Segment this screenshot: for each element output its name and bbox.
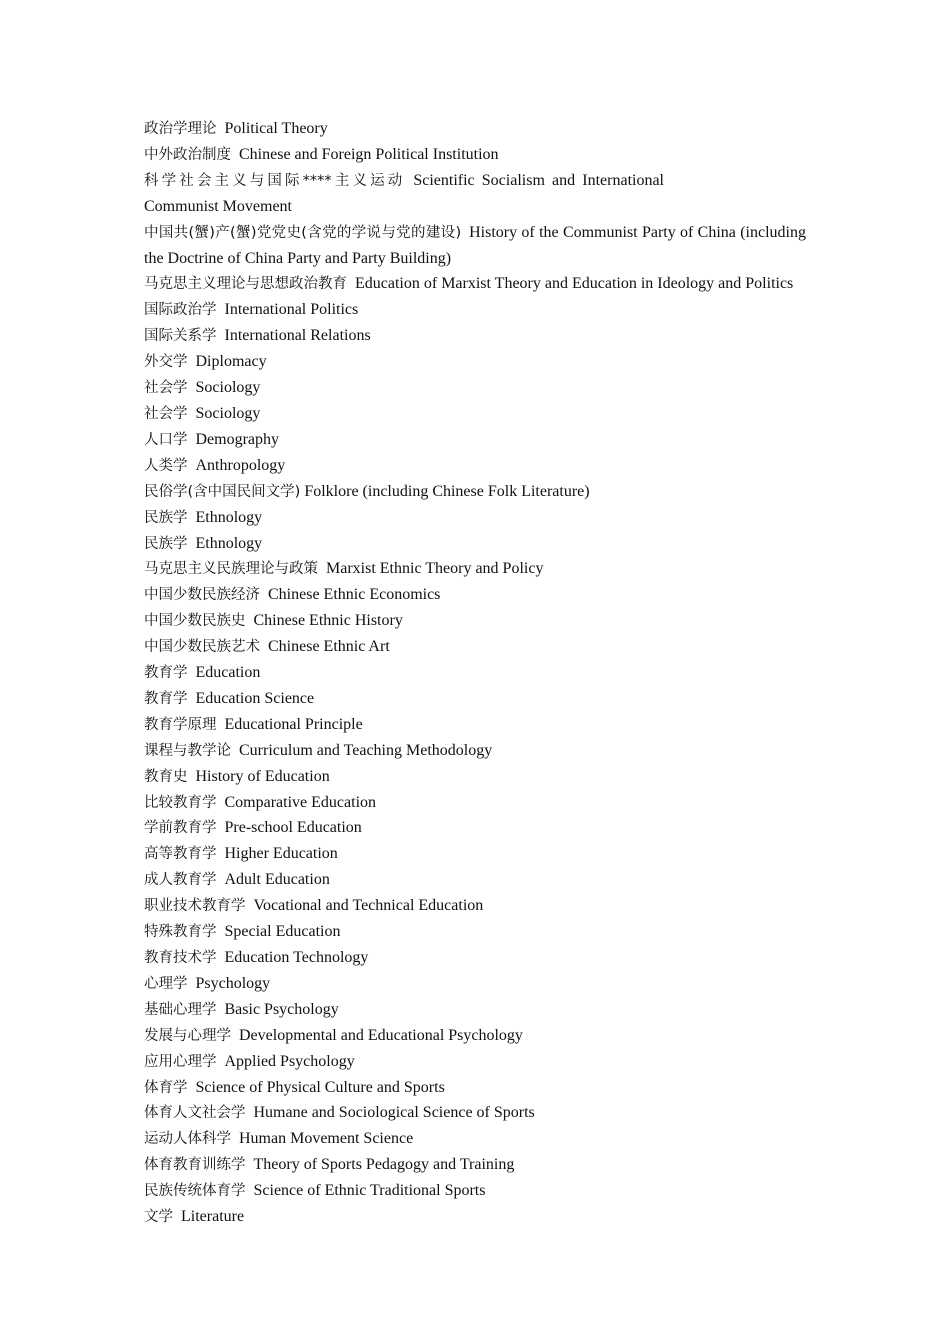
entry-en: Special Education bbox=[224, 923, 341, 941]
entry-en: Human Movement Science bbox=[239, 1130, 414, 1148]
entry-en: Education Technology bbox=[224, 949, 369, 966]
entry-education-technology bbox=[144, 945, 806, 971]
entry-zh: 体育人文社会学 bbox=[144, 1105, 246, 1122]
entry-zh: 高等教育学 bbox=[144, 846, 217, 863]
entry-scientific-socialism bbox=[144, 168, 664, 220]
entry-diplomacy bbox=[144, 349, 806, 375]
entry-zh: 体育学 bbox=[144, 1079, 188, 1096]
entry-zh: 人类学 bbox=[144, 457, 188, 474]
entry-anthropology bbox=[144, 453, 806, 479]
entry-ethnology-2 bbox=[144, 531, 806, 557]
entry-zh: 特殊教育学 bbox=[144, 924, 217, 941]
entry-zh: 学前教育学 bbox=[144, 820, 217, 837]
entry-curriculum bbox=[144, 738, 806, 764]
entry-political-theory bbox=[144, 116, 806, 142]
entry-human-movement bbox=[144, 1126, 806, 1152]
entry-en: Anthropology bbox=[195, 456, 286, 474]
entry-zh: 发展与心理学 bbox=[144, 1027, 231, 1044]
entry-zh: 中国少数民族史 bbox=[144, 613, 246, 630]
entry-ethnic-history bbox=[144, 608, 806, 634]
entry-zh: 中外政治制度 bbox=[144, 146, 231, 163]
entry-developmental-psychology bbox=[144, 1023, 806, 1049]
entry-zh: 基础心理学 bbox=[144, 1001, 217, 1018]
entry-psychology bbox=[144, 971, 806, 997]
entry-en: Pre-school Education bbox=[224, 819, 362, 837]
entry-en: Political Theory bbox=[224, 120, 328, 137]
entry-zh: 教育技术学 bbox=[144, 950, 217, 966]
entry-en: Chinese and Foreign Political Institution bbox=[239, 145, 499, 163]
entry-en: Education of Marxist Theory and Education in Ideology and Politics bbox=[355, 275, 794, 293]
entry-en: Basic Psychology bbox=[224, 1000, 339, 1018]
entry-zh: 应用心理学 bbox=[144, 1053, 217, 1070]
entry-basic-psychology bbox=[144, 997, 806, 1023]
entry-literature bbox=[144, 1204, 806, 1230]
entry-sports-science bbox=[144, 1075, 806, 1101]
entry-zh: 国际政治学 bbox=[144, 302, 217, 319]
entry-en: Scientific Socialism and International Communist Movement bbox=[144, 171, 665, 215]
entry-zh: 课程与教学论 bbox=[144, 742, 231, 759]
entry-en: Applied Psychology bbox=[224, 1052, 355, 1070]
entry-en: Humane and Sociological Science of Sports bbox=[253, 1104, 535, 1122]
entry-party-history bbox=[144, 220, 806, 272]
entry-en: Higher Education bbox=[224, 845, 338, 863]
entry-history-of-education bbox=[144, 764, 806, 790]
entry-zh: 民族传统体育学 bbox=[144, 1183, 246, 1200]
entry-en: Sociology bbox=[195, 404, 261, 422]
entry-en: Comparative Education bbox=[224, 793, 377, 811]
entry-humane-sports bbox=[144, 1100, 806, 1126]
entry-zh: 人口学 bbox=[144, 431, 188, 448]
entry-ethnic-art bbox=[144, 634, 806, 660]
entry-preschool-education bbox=[144, 815, 806, 841]
entry-zh: 社会学 bbox=[144, 380, 188, 397]
entry-zh: 外交学 bbox=[144, 354, 188, 371]
entry-zh: 教育史 bbox=[144, 768, 188, 785]
entry-sports-pedagogy bbox=[144, 1152, 806, 1178]
entry-en: Demography bbox=[195, 430, 280, 448]
entry-en: Folklore (including Chinese Folk Literature) bbox=[304, 482, 590, 500]
entry-zh: 成人教育学 bbox=[144, 872, 217, 889]
entry-adult-education bbox=[144, 867, 806, 893]
entry-education bbox=[144, 660, 806, 686]
entry-educational-principle bbox=[144, 712, 806, 738]
entry-zh: 马克思主义民族理论与政策 bbox=[144, 561, 318, 578]
entry-en: Chinese Ethnic Economics bbox=[268, 586, 441, 604]
entry-education-science bbox=[144, 686, 806, 712]
entry-en: Science of Ethnic Traditional Sports bbox=[253, 1182, 486, 1200]
entry-zh: 文学 bbox=[144, 1209, 173, 1226]
entry-zh: 体育教育训练学 bbox=[144, 1157, 246, 1174]
entry-en: History of Education bbox=[195, 767, 330, 785]
entry-zh: 马克思主义理论与思想政治教育 bbox=[144, 276, 347, 293]
entry-ethnic-sports bbox=[144, 1178, 806, 1204]
entry-en: Literature bbox=[181, 1208, 245, 1226]
entry-international-relations bbox=[144, 323, 806, 349]
entry-folklore bbox=[144, 479, 806, 505]
entry-en: Vocational and Technical Education bbox=[253, 897, 484, 915]
entry-zh: 国际关系学 bbox=[144, 328, 217, 345]
entry-ethnology-1 bbox=[144, 505, 806, 531]
entry-en: Science of Physical Culture and Sports bbox=[195, 1078, 445, 1096]
entry-en: Ethnology bbox=[195, 508, 263, 526]
entry-sociology-2 bbox=[144, 401, 806, 427]
entry-en: Diplomacy bbox=[195, 353, 267, 371]
entry-en: International Relations bbox=[224, 327, 371, 345]
entry-zh: 政治学理论 bbox=[144, 121, 217, 137]
entry-en: Chinese Ethnic Art bbox=[268, 638, 390, 656]
entry-en: Education bbox=[195, 664, 261, 682]
entry-en: Developmental and Educational Psychology bbox=[239, 1026, 523, 1044]
entry-zh: 民族学 bbox=[144, 509, 188, 526]
entry-zh: 中国少数民族艺术 bbox=[144, 639, 260, 656]
entry-en: Curriculum and Teaching Methodology bbox=[239, 741, 493, 759]
entry-en: Theory of Sports Pedagogy and Training bbox=[253, 1156, 515, 1174]
entry-zh: 中国少数民族经济 bbox=[144, 587, 260, 604]
entry-en: Adult Education bbox=[224, 871, 330, 889]
entry-zh: 运动人体科学 bbox=[144, 1131, 231, 1148]
entry-en: Chinese Ethnic History bbox=[253, 612, 403, 630]
entry-zh: 心理学 bbox=[144, 975, 188, 992]
entry-zh: 教育学原理 bbox=[144, 716, 217, 733]
entry-en: Sociology bbox=[195, 379, 261, 397]
entry-special-education bbox=[144, 919, 806, 945]
entry-en: Marxist Ethnic Theory and Policy bbox=[326, 560, 544, 578]
entry-zh: 民族学 bbox=[144, 535, 188, 552]
entry-zh: 科学社会主义与国际****主义运动 bbox=[144, 172, 406, 189]
entry-en: Education Science bbox=[195, 689, 315, 707]
entry-zh: 中国共(蟹)产(蟹)党党史(含党的学说与党的建设) bbox=[144, 224, 462, 241]
entry-zh: 民俗学(含中国民间文学) bbox=[144, 483, 301, 500]
entry-vocational-education bbox=[144, 893, 806, 919]
entry-zh: 教育学 bbox=[144, 690, 188, 707]
entry-en: Ethnology bbox=[195, 534, 263, 552]
entry-marxist-ethnic-theory bbox=[144, 556, 806, 582]
entry-zh: 职业技术教育学 bbox=[144, 898, 246, 915]
entry-en: History of the Communist Party of China (including the Doctrine of China Party and Party Building) bbox=[144, 223, 806, 267]
entry-sociology-1 bbox=[144, 375, 806, 401]
entry-comparative-education bbox=[144, 790, 806, 816]
entry-marxist-theory-education bbox=[144, 271, 806, 297]
entry-demography bbox=[144, 427, 806, 453]
entry-zh: 社会学 bbox=[144, 405, 188, 422]
document-page bbox=[144, 116, 806, 1230]
entry-en: Educational Principle bbox=[224, 715, 363, 733]
entry-en: Psychology bbox=[195, 974, 271, 992]
entry-international-politics bbox=[144, 297, 806, 323]
entry-political-institution bbox=[144, 142, 806, 168]
entry-higher-education bbox=[144, 841, 806, 867]
entry-ethnic-economics bbox=[144, 582, 806, 608]
entry-zh: 比较教育学 bbox=[144, 794, 217, 811]
entry-en: International Politics bbox=[224, 301, 359, 319]
entry-applied-psychology bbox=[144, 1049, 806, 1075]
entry-zh: 教育学 bbox=[144, 665, 188, 682]
